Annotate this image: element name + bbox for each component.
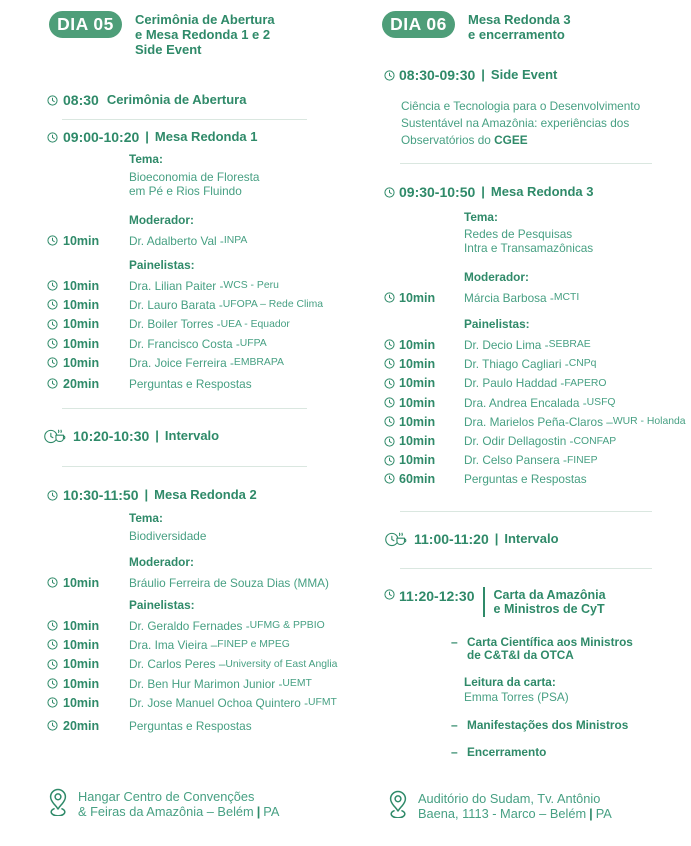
duration: 10min (399, 356, 436, 371)
intervalo-2 (384, 530, 559, 548)
session-mr2-header (47, 487, 257, 503)
day-06-header (382, 11, 571, 42)
duration: 10min (63, 637, 100, 652)
duration: 10min (63, 618, 100, 633)
leitura-name: Emma Torres (PSA) (464, 690, 569, 704)
panelist-row (47, 693, 337, 712)
person-name: Dr. Odir Dellagostin - (464, 434, 574, 449)
mr3-qa-row (384, 469, 691, 488)
duration: 10min (63, 297, 100, 312)
tema-label: Tema: (464, 210, 498, 224)
moderador-row (384, 288, 691, 307)
person-name: Dr. Celso Pansera - (464, 453, 567, 468)
mr2-painelistas (47, 598, 338, 712)
panelist-row (47, 635, 317, 654)
person-name: Dr. Boiler Torres - (129, 317, 221, 332)
person-name: Dra. Joice Ferreira - (129, 355, 234, 370)
separator-bar: | (256, 804, 261, 820)
duration: 10min (63, 278, 100, 293)
session-label: Intervalo (164, 428, 220, 443)
duration: 10min (63, 657, 100, 672)
session-time: 09:00-10:20 (63, 129, 140, 145)
separator-bar: | (144, 487, 149, 502)
session-time: 09:30-10:50 (399, 184, 476, 200)
mr1-tema (129, 153, 260, 199)
mr3-moderador (384, 271, 691, 307)
mr2-qa-row (47, 716, 317, 735)
person-name: Dra. Ima Vieira – (129, 637, 218, 652)
tema-line: Intra e Transamazônicas (464, 240, 594, 255)
session-label: Mesa Redonda 3 (490, 184, 594, 199)
clock-icon (384, 436, 399, 447)
carta-label-line: e Ministros de CyT (493, 602, 605, 616)
painelistas-label: Painelistas: (129, 258, 195, 272)
venue-text (78, 789, 279, 820)
carta-bullet-3 (451, 746, 546, 759)
venue-line-text: Baena, 1113 - Marco – Belém (418, 806, 587, 822)
clock-icon (47, 280, 63, 291)
day-05-title (135, 11, 275, 57)
session-time: 08:30 (63, 92, 99, 108)
duration: 60min (399, 471, 436, 486)
panelist-row (384, 451, 691, 470)
person-org: UFMG & PPBIO (249, 620, 325, 632)
panelist-row (47, 334, 317, 353)
session-side-event-header (384, 67, 557, 83)
person-name: Dr. Paulo Haddad - (464, 376, 565, 391)
tema-label: Tema: (129, 511, 163, 525)
mr2-tema (129, 512, 206, 544)
carta-bullet-1 (451, 636, 633, 663)
separator-bar: | (145, 129, 149, 144)
venue-line: Auditório do Sudam, Tv. Antônio (418, 791, 601, 806)
person-name: Márcia Barbosa - (464, 290, 554, 305)
venue-state: PA (595, 806, 612, 822)
intervalo-1 (43, 427, 219, 445)
clock-icon (384, 358, 399, 369)
day-title-line: Cerimônia de Abertura (135, 12, 275, 27)
panelist-row (384, 393, 691, 412)
panelist-row (47, 315, 317, 334)
clock-icon (384, 473, 399, 484)
bullet-text: Manifestações dos Ministros (467, 718, 629, 732)
clock-icon (47, 678, 63, 689)
clock-icon (47, 132, 63, 143)
person-org: CNPq (568, 358, 597, 370)
session-carta-header (384, 587, 606, 617)
person-org: WUR - Holanda (612, 416, 686, 428)
painelistas-label: Painelistas: (464, 317, 530, 331)
session-label: Mesa Redonda 2 (154, 487, 257, 502)
separator-bar: | (481, 184, 485, 199)
venue-line: Hangar Centro de Convenções (78, 789, 255, 804)
clock-icon (384, 397, 399, 408)
person-org: SEBRAE (548, 339, 591, 351)
duration: 10min (399, 395, 436, 410)
person-name: Dra. Andrea Encalada - (464, 395, 587, 410)
description-line (401, 132, 686, 149)
clock-icon (384, 455, 399, 466)
panelist-row (47, 674, 317, 693)
column-day-06 (384, 0, 691, 846)
session-opening (47, 92, 246, 108)
day-05-badge: DIA 05 (49, 11, 122, 38)
person-org: INPA (223, 235, 248, 247)
clock-icon (47, 720, 63, 731)
session-mr3-header (384, 184, 594, 200)
clock-icon (384, 589, 399, 600)
panelist-row (384, 354, 691, 373)
clock-icon (47, 577, 63, 588)
session-time: 11:20-12:30 (399, 588, 475, 604)
panelist-row (47, 276, 317, 295)
description-line: Ciência e Tecnologia para o Desenvolvimento (401, 99, 641, 113)
clock-icon (47, 639, 63, 650)
person-org: FINEP (566, 454, 598, 466)
person-org: EMBRAPA (233, 357, 284, 369)
panelist-row (384, 335, 691, 354)
duration: 10min (399, 290, 436, 305)
clock-icon (384, 70, 399, 81)
clock-icon (47, 338, 63, 349)
person-name: Bráulio Ferreira de Souza Dias (MMA) (129, 575, 329, 590)
clock-icon (47, 378, 63, 389)
separator-bar: | (494, 531, 499, 546)
mr1-moderador (47, 214, 317, 250)
person-name: Dr. Francisco Costa - (129, 336, 240, 351)
moderador-row (47, 231, 317, 250)
carta-leitura (464, 676, 569, 704)
mr3-tema (464, 211, 593, 256)
session-time: 10:30-11:50 (63, 487, 139, 503)
panelist-row (384, 374, 691, 393)
duration: 10min (63, 336, 100, 351)
divider (400, 511, 652, 512)
venue-state: PA (263, 804, 280, 820)
carta-session-label (483, 587, 606, 617)
coffee-break-icon (384, 530, 410, 548)
clock-icon (47, 95, 63, 106)
side-event-description (401, 98, 686, 148)
person-org: WCS - Peru (223, 280, 279, 292)
tema-label: Tema: (129, 152, 163, 166)
day-title-line: e Mesa Redonda 1 e 2 (135, 27, 271, 42)
duration: 10min (399, 337, 436, 352)
location-pin-icon (47, 788, 69, 816)
clock-icon (384, 292, 399, 303)
panelist-row (47, 295, 324, 314)
qa-title: Perguntas e Respostas (464, 471, 587, 486)
bullet-line: Carta Científica aos Ministros (467, 635, 633, 649)
mr2-moderador (47, 555, 329, 592)
session-time: 10:20-10:30 (73, 428, 150, 444)
person-name: Dra. Marielos Peña-Claros – (464, 414, 613, 429)
panelist-row (384, 431, 691, 450)
moderador-row (47, 573, 329, 592)
divider (62, 466, 307, 467)
tema-line: Redes de Pesquisas (464, 227, 573, 241)
divider (400, 163, 652, 164)
person-org: UFMT (308, 697, 337, 709)
duration: 10min (63, 355, 100, 370)
moderador-label: Moderador: (129, 555, 194, 569)
description-line: Sustentável na Amazônia: experiências dos (401, 115, 630, 130)
tema-line: em Pé e Rios Fluindo (129, 183, 242, 198)
person-org: FINEP e MPEG (217, 639, 290, 651)
divider (62, 408, 307, 409)
qa-title: Perguntas e Respostas (129, 718, 252, 733)
duration: 10min (399, 376, 436, 391)
day-title-line: Side Event (135, 42, 202, 57)
person-org: UEMT (282, 678, 312, 690)
day-06-title (468, 11, 571, 42)
separator-bar: | (481, 67, 485, 82)
person-name: Dr. Jose Manuel Ochoa Quintero - (129, 695, 309, 710)
venue-day-05 (47, 787, 279, 820)
bullet-text: Encerramento (467, 745, 547, 759)
venue-line (78, 804, 279, 819)
clock-icon (384, 339, 399, 350)
person-org: UEA - Equador (220, 318, 290, 330)
clock-icon (384, 378, 399, 389)
location-pin-icon (387, 790, 409, 818)
person-name: Dr. Geraldo Fernades - (129, 618, 250, 633)
duration: 20min (63, 718, 100, 733)
clock-icon (47, 299, 63, 310)
carta-label-line: Carta da Amazônia (493, 588, 606, 602)
qa-title: Perguntas e Respostas (129, 376, 252, 391)
bullet-dash: – (451, 718, 458, 732)
session-label: Cerimônia de Abertura (106, 92, 247, 107)
person-name: Dr. Adalberto Val - (129, 233, 224, 248)
person-name: Dra. Lilian Paiter - (129, 278, 224, 293)
duration: 20min (63, 376, 100, 391)
separator-bar: | (155, 428, 159, 443)
panelist-row (384, 412, 691, 431)
session-label: Mesa Redonda 1 (154, 129, 258, 144)
session-time: 11:00-11:20 (414, 531, 489, 547)
duration: 10min (399, 414, 436, 429)
clock-icon (47, 697, 63, 708)
person-org: FAPERO (564, 377, 607, 389)
venue-text (418, 791, 612, 822)
duration: 10min (63, 676, 100, 691)
moderador-label: Moderador: (129, 213, 194, 227)
bullet-line: de C&T&I da OTCA (467, 648, 574, 663)
clock-icon (384, 416, 399, 427)
person-org: University of East Anglia (225, 658, 338, 670)
session-label: Intervalo (504, 531, 559, 546)
person-name: Dr. Thiago Cagliari - (464, 356, 569, 371)
day-05-header (49, 11, 275, 57)
duration: 10min (63, 233, 100, 248)
person-org: MCTI (553, 292, 580, 304)
session-mr1-header (47, 129, 258, 145)
divider (62, 119, 307, 120)
painelistas-label: Painelistas: (129, 598, 195, 612)
venue-line (418, 806, 612, 821)
description-bold: CGEE (494, 132, 528, 147)
person-org: CONFAP (573, 435, 617, 447)
bullet-text (467, 636, 633, 663)
tema-line: Bioeconomia de Floresta (129, 170, 260, 184)
person-name: Dr. Decio Lima - (464, 337, 549, 352)
clock-icon (47, 659, 63, 670)
clock-icon (47, 357, 63, 368)
mr1-qa-row (47, 374, 317, 393)
coffee-break-icon (43, 427, 69, 445)
clock-icon (47, 490, 63, 501)
clock-icon (47, 235, 63, 246)
description-text: Observatórios do (401, 132, 491, 147)
duration: 10min (63, 575, 100, 590)
divider (400, 568, 652, 569)
duration: 10min (63, 317, 100, 332)
venue-day-06 (387, 789, 612, 822)
separator-bar: | (589, 806, 593, 822)
day-title-line: e encerramento (468, 27, 565, 42)
panelist-row (47, 353, 317, 372)
session-label: Side Event (490, 67, 558, 82)
moderador-label: Moderador: (464, 270, 529, 284)
duration: 10min (399, 453, 436, 468)
bullet-dash: – (451, 745, 458, 759)
mr1-painelistas (47, 258, 324, 372)
person-org: UFOPA – Rede Clima (222, 299, 324, 311)
tema-line: Biodiversidade (129, 529, 207, 543)
person-name: Dr. Lauro Barata - (129, 297, 223, 312)
session-time: 08:30-09:30 (399, 67, 476, 83)
person-org: UFPA (239, 338, 267, 350)
person-org: USFQ (586, 397, 616, 409)
column-day-05 (47, 0, 338, 846)
day-06-badge: DIA 06 (382, 11, 455, 38)
bullet-dash: – (451, 635, 458, 649)
person-name: Dr. Carlos Peres – (129, 657, 226, 672)
leitura-label: Leitura da carta: (464, 675, 556, 689)
person-name: Dr. Ben Hur Marimon Junior - (129, 676, 283, 691)
duration: 10min (63, 695, 100, 710)
duration: 10min (399, 434, 436, 449)
clock-icon (47, 319, 63, 330)
panelist-row (47, 616, 325, 635)
venue-line-text: & Feiras da Amazônia – Belém (78, 804, 254, 820)
panelist-row (47, 655, 338, 674)
day-title-line: Mesa Redonda 3 (468, 12, 571, 27)
carta-bullet-2 (451, 719, 628, 732)
mr3-painelistas (384, 318, 691, 470)
clock-icon (47, 620, 63, 631)
clock-icon (384, 187, 399, 198)
